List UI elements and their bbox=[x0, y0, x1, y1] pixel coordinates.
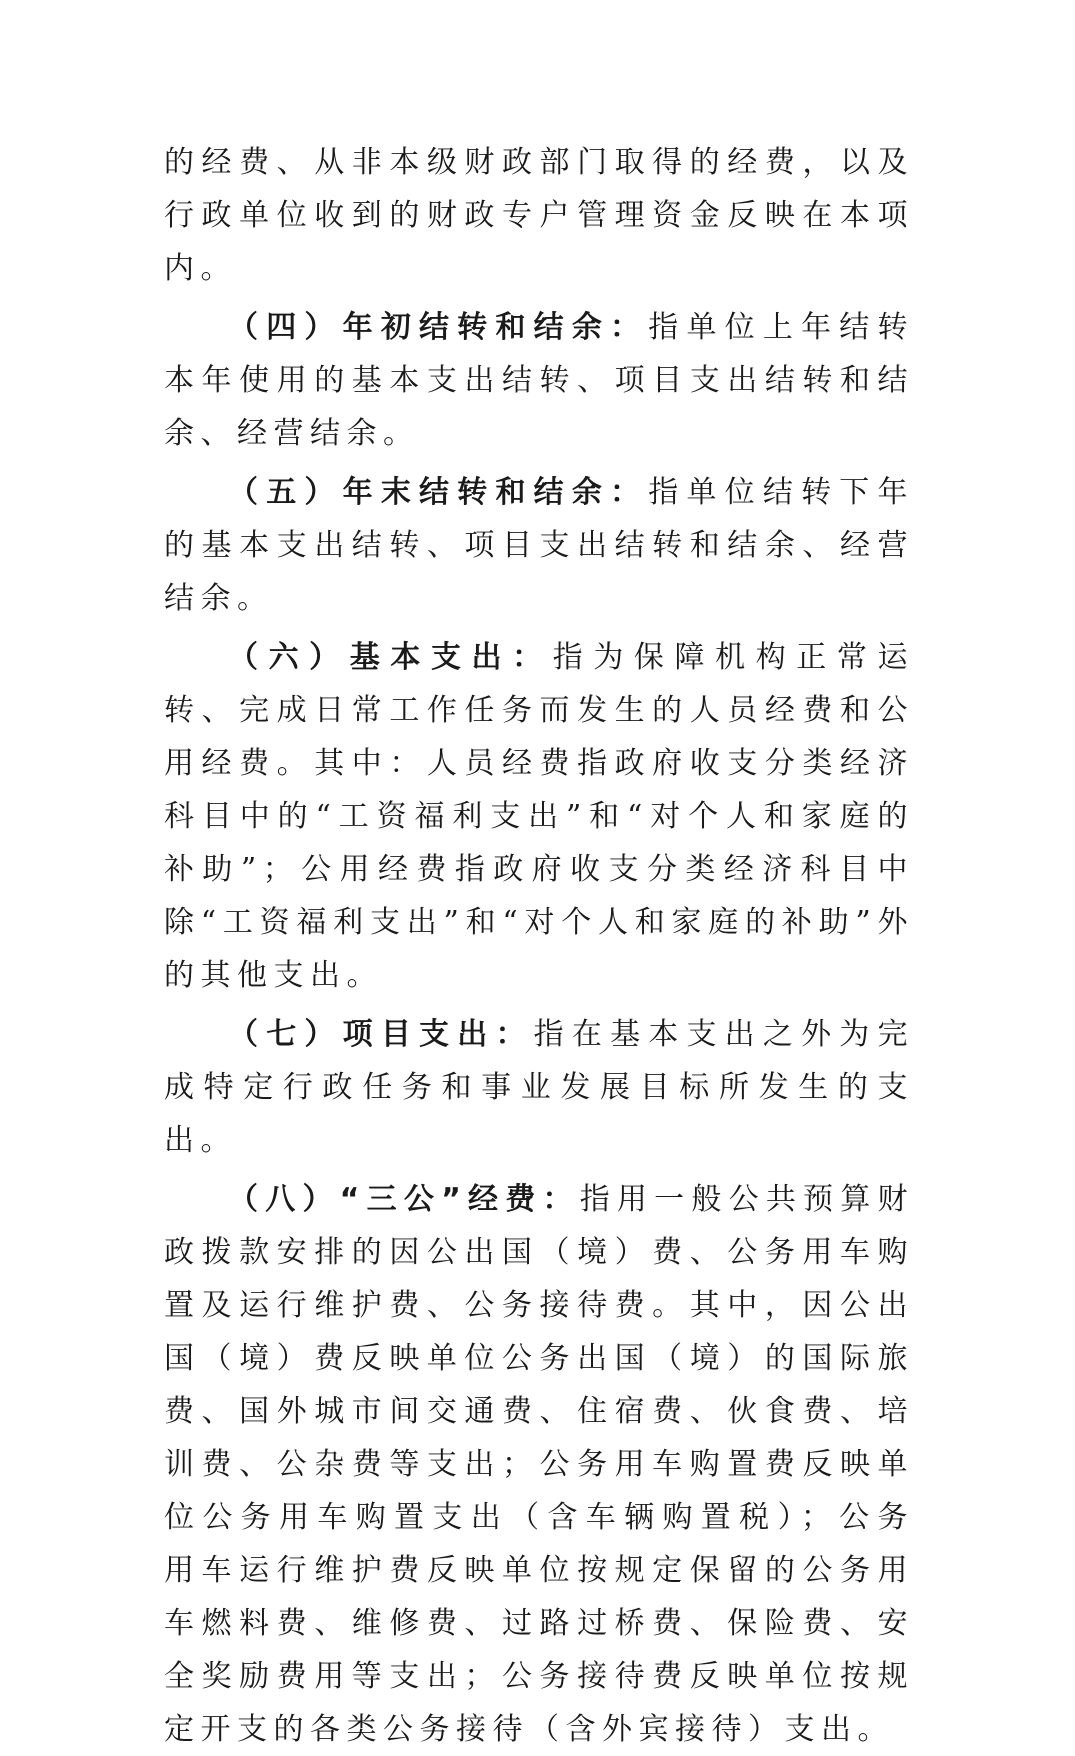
paragraph-text: 的经费、从非本级财政部门取得的经费，以及行政单位收到的财政专户管理资金反映在本项内。 bbox=[164, 145, 914, 286]
paragraph-heading: （七）项目支出： bbox=[228, 1017, 534, 1052]
paragraph-heading: （四）年初结转和结余： bbox=[228, 310, 649, 345]
paragraph-text: 指在基本支出之外为完成特定行政任务和事业发展目标所发生的支出。 bbox=[164, 1017, 915, 1158]
paragraph-heading: （六）基本支出： bbox=[228, 640, 553, 675]
paragraph-basic-expenditure bbox=[164, 631, 914, 1002]
paragraph-text: 指为保障机构正常运转、完成日常工作任务而发生的人员经费和公用经费。其中：人员经费指政府收支分类经济科目中的“工资福利支出”和“对个人和家庭的补助”；公用经费指政府收支分类经济科目中除“工资福利支出”和“对个人和家庭的补助”外的其他支出。 bbox=[164, 640, 914, 993]
paragraph-text: 指单位上年结转本年使用的基本支出结转、项目支出结转和结余、经营结余。 bbox=[164, 310, 915, 451]
paragraph-continuation bbox=[164, 136, 914, 295]
paragraph-text: 指单位结转下年的基本支出结转、项目支出结转和结余、经营结余。 bbox=[164, 475, 915, 616]
paragraph-heading: （五）年末结转和结余： bbox=[228, 475, 649, 510]
document-body bbox=[164, 136, 914, 1756]
paragraph-closing-balance bbox=[164, 466, 914, 625]
paragraph-text: 指用一般公共预算财政拨款安排的因公出国（境）费、公务用车购置及运行维护费、公务接待费。其中，因公出国（境）费反映单位公务出国（境）的国际旅费、国外城市间交通费、住宿费、伙食费、培训费、公杂费等支出；公务用车购置费反映单位公务用车购置支出（含车辆购置税）；公务用车运行维护费反映单位按规定保留的公务用车燃料费、维修费、过路过桥费、保险费、安全奖励费用等支出；公务接待费反映单位按规定开支的各类公务接待（含外宾接待）支出。 bbox=[164, 1182, 915, 1747]
paragraph-project-expenditure bbox=[164, 1008, 914, 1167]
paragraph-heading: （八）“三公”经费： bbox=[228, 1182, 580, 1217]
paragraph-opening-balance bbox=[164, 301, 914, 460]
paragraph-three-public-expenses bbox=[164, 1173, 914, 1756]
